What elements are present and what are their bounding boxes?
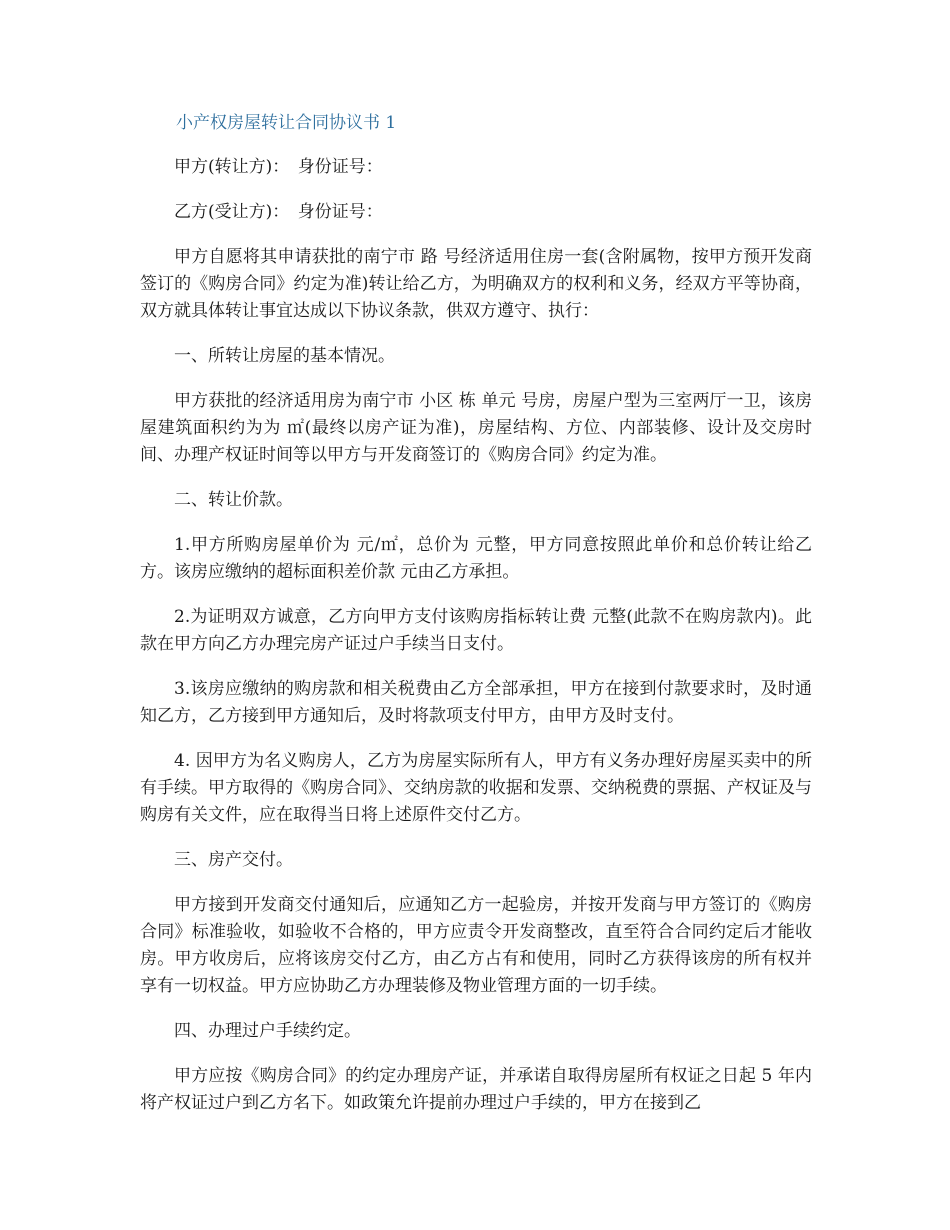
section-heading-1: 一、所转让房屋的基本情况。: [174, 346, 395, 366]
intro-paragraph: 甲方自愿将其申请获批的南宁市 路 号经济适用住房一套(含附属物，按甲方预开发商签订的《购房合同》约定为准)转让给乙方，为明确双方的权利和义务，经双方平等协商，双方就具体转让事宜达成以下协议条款，供双方遵守、执行：: [140, 247, 812, 321]
party-b-line: 乙方(受让方)： 身份证号：: [174, 202, 383, 222]
clause-2-1: 1.甲方所购房屋单价为 元/㎡，总价为 元整，甲方同意按照此单价和总价转让给乙方。该房应缴纳的超标面积差价款 元由乙方承担。: [140, 535, 812, 582]
section-heading-3: 三、房产交付。: [174, 850, 293, 870]
clause-2-3: 3.该房应缴纳的购房款和相关税费由乙方全部承担，甲方在接到付款要求时，及时通知乙方，乙方接到甲方通知后，及时将款项支付甲方，由甲方及时支付。: [140, 679, 812, 726]
section-4-paragraph: 甲方应按《购房合同》的约定办理房产证，并承诺自取得房屋所有权证之日起 5 年内将产权证过户到乙方名下。如政策允许提前办理过户手续的，甲方在接到乙: [140, 1066, 812, 1113]
party-a-line: 甲方(转让方)： 身份证号：: [174, 157, 383, 177]
section-1-paragraph: 甲方获批的经济适用房为南宁市 小区 栋 单元 号房，房屋户型为三室两厅一卫，该房屋建筑面积约为为 ㎡(最终以房产证为准)，房屋结构、方位、内部装修、设计及交房时间、办理产权证时间等以甲方与开发商签订的《购房合同》约定为准。: [140, 391, 812, 465]
document-body: [140, 110, 812, 1135]
clause-2-2: 2.为证明双方诚意，乙方向甲方支付该购房指标转让费 元整(此款不在购房款内)。此款在甲方向乙方办理完房产证过户手续当日支付。: [140, 607, 812, 654]
section-heading-4: 四、办理过户手续约定。: [174, 1021, 361, 1041]
section-3-paragraph: 甲方接到开发商交付通知后，应通知乙方一起验房，并按开发商与甲方签订的《购房合同》标准验收，如验收不合格的，甲方应责令开发商整改，直至符合合同约定后才能收房。甲方收房后，应将该房交付乙方，由乙方占有和使用，同时乙方获得该房的所有权并享有一切权益。甲方应协助乙方办理装修及物业管理方面的一切手续。: [140, 895, 812, 996]
section-heading-2: 二、转让价款。: [174, 490, 293, 510]
document-title: 小产权房屋转让合同协议书 1: [176, 113, 397, 133]
clause-2-4: 4. 因甲方为名义购房人，乙方为房屋实际所有人，甲方有义务办理好房屋买卖中的所有手续。甲方取得的《购房合同》、交纳房款的收据和发票、交纳税费的票据、产权证及与购房有关文件，应在取得当日将上述原件交付乙方。: [140, 751, 812, 825]
